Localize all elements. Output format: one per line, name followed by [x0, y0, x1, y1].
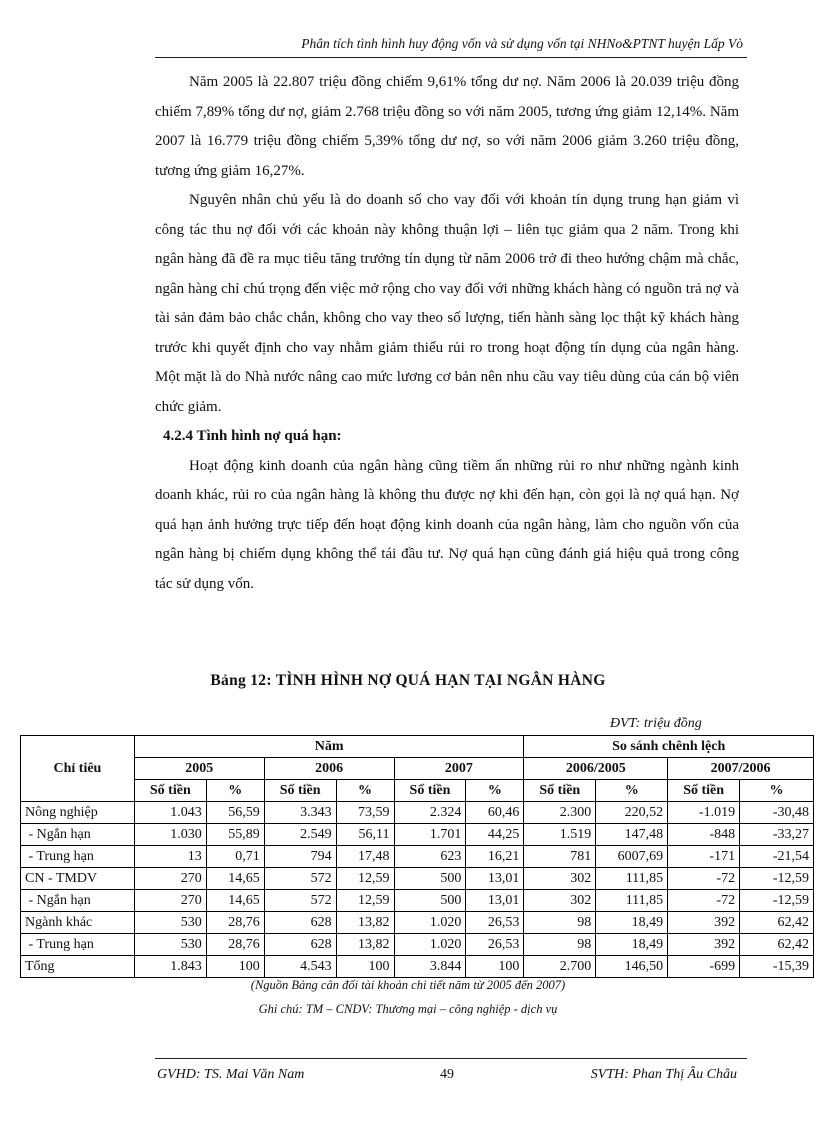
table-cell: 100: [466, 956, 524, 978]
overdue-debt-table: [20, 735, 814, 978]
row-label: Tổng: [21, 956, 135, 978]
header-year-2007: 2007: [394, 758, 524, 780]
table-cell: 1.701: [394, 824, 466, 846]
table-cell: 1.843: [134, 956, 206, 978]
table-cell: -699: [668, 956, 740, 978]
table-cell: 0,71: [206, 846, 264, 868]
table-cell: 628: [264, 912, 336, 934]
table-cell: 270: [134, 868, 206, 890]
table-cell: 18,49: [596, 934, 668, 956]
table-cell: 781: [524, 846, 596, 868]
table-cell: 530: [134, 934, 206, 956]
table-cell: 3.343: [264, 802, 336, 824]
table-row: [21, 934, 814, 956]
table-cell: 13,82: [336, 912, 394, 934]
header-chi-tieu: Chỉ tiêu: [21, 736, 135, 802]
table-row: [21, 890, 814, 912]
page-header: [155, 36, 747, 58]
table-cell: 1.020: [394, 934, 466, 956]
footer-advisor: GVHD: TS. Mai Văn Nam: [157, 1067, 305, 1082]
table-cell: -72: [668, 890, 740, 912]
table-cell: 392: [668, 934, 740, 956]
paragraph-3: Hoạt động kinh doanh của ngân hàng cũng tiềm ẩn những rủi ro như những ngành kinh doanh khác, rủi ro của ngân hàng là không thu được nợ khi đến hạn, còn gọi là nợ quá hạn. Nợ quá hạn ảnh hưởng trực tiếp đến hoạt động kinh doanh của ngân hàng, làm cho nguồn vốn của ngân hàng bị chiếm dụng không thể tái đầu tư. Nợ quá hạn cũng đánh giá hiệu quả trong công tác sử dụng vốn.: [155, 457, 739, 592]
header-nam: Năm: [134, 736, 523, 758]
row-label: Ngành khác: [21, 912, 135, 934]
table-cell: 13: [134, 846, 206, 868]
table-cell: 100: [206, 956, 264, 978]
unit-label: ĐVT: triệu đồng: [610, 716, 702, 731]
table-cell: 794: [264, 846, 336, 868]
table-cell: -33,27: [740, 824, 814, 846]
header-year-2006: 2006: [264, 758, 394, 780]
table-row: [21, 802, 814, 824]
table-cell: 1.030: [134, 824, 206, 846]
table-row: [21, 846, 814, 868]
table-cell: 500: [394, 868, 466, 890]
table-cell: 3.844: [394, 956, 466, 978]
table-cell: 100: [336, 956, 394, 978]
table-cell: 2.549: [264, 824, 336, 846]
table-cell: 44,25: [466, 824, 524, 846]
table-cell: -72: [668, 868, 740, 890]
table-cell: -30,48: [740, 802, 814, 824]
table-row: [21, 956, 814, 978]
row-label: - Ngắn hạn: [21, 890, 135, 912]
table-cell: 98: [524, 912, 596, 934]
table-cell: 500: [394, 890, 466, 912]
table-cell: 55,89: [206, 824, 264, 846]
table-cell: 60,46: [466, 802, 524, 824]
footer-student: SVTH: Phan Thị Âu Châu: [590, 1067, 737, 1082]
table-cell: 12,59: [336, 890, 394, 912]
header-title: Phân tích tình hình huy động vốn và sử dụng vốn tại NHNo&PTNT huyện Lấp Vò: [301, 36, 743, 51]
table-cell: 302: [524, 890, 596, 912]
table-row: [21, 868, 814, 890]
table-cell: 28,76: [206, 912, 264, 934]
body-text: [155, 68, 739, 599]
table-cell: 26,53: [466, 934, 524, 956]
subheader-pct: %: [596, 780, 668, 802]
table-cell: 98: [524, 934, 596, 956]
page-number: 49: [440, 1067, 454, 1082]
table-cell: -171: [668, 846, 740, 868]
table-cell: 572: [264, 868, 336, 890]
table-cell: 13,01: [466, 868, 524, 890]
subheader-amount: Số tiền: [394, 780, 466, 802]
table-cell: 56,11: [336, 824, 394, 846]
row-label: - Trung hạn: [21, 846, 135, 868]
table-cell: 270: [134, 890, 206, 912]
subheader-amount: Số tiền: [524, 780, 596, 802]
table-cell: 26,53: [466, 912, 524, 934]
table-row: [21, 912, 814, 934]
table-cell: -12,59: [740, 868, 814, 890]
table-cell: 1.043: [134, 802, 206, 824]
table-cell: 392: [668, 912, 740, 934]
table-cell: 62,42: [740, 934, 814, 956]
table-cell: 73,59: [336, 802, 394, 824]
header-so-sanh: So sánh chênh lệch: [524, 736, 814, 758]
table-cell: -1.019: [668, 802, 740, 824]
subheader-amount: Số tiền: [134, 780, 206, 802]
table-cell: 146,50: [596, 956, 668, 978]
table-cell: 572: [264, 890, 336, 912]
table-source: (Nguồn Bảng cân đối tài khoản chi tiết năm từ 2005 đến 2007): [250, 978, 566, 992]
subheader-pct: %: [336, 780, 394, 802]
table-cell: 18,49: [596, 912, 668, 934]
table-cell: 13,01: [466, 890, 524, 912]
table-body: [21, 802, 814, 978]
row-label: - Ngắn hạn: [21, 824, 135, 846]
table-cell: 13,82: [336, 934, 394, 956]
table-cell: -848: [668, 824, 740, 846]
table-cell: 56,59: [206, 802, 264, 824]
table-cell: 111,85: [596, 890, 668, 912]
subheader-amount: Số tiền: [668, 780, 740, 802]
table-cell: 62,42: [740, 912, 814, 934]
table-cell: 2.324: [394, 802, 466, 824]
table-cell: 4.543: [264, 956, 336, 978]
table-cell: 2.300: [524, 802, 596, 824]
section-heading: 4.2.4 Tình hình nợ quá hạn:: [163, 428, 342, 444]
table-note: Ghi chú: TM – CNDV: Thương mại – công nghiệp - dịch vụ: [258, 1002, 558, 1016]
table-row: [21, 824, 814, 846]
page-footer: [155, 1058, 747, 1089]
table-cell: -15,39: [740, 956, 814, 978]
table-cell: 302: [524, 868, 596, 890]
subheader-pct: %: [740, 780, 814, 802]
row-label: CN - TMDV: [21, 868, 135, 890]
table-cell: 628: [264, 934, 336, 956]
table-cell: 2.700: [524, 956, 596, 978]
table-cell: 6007,69: [596, 846, 668, 868]
table-cell: 1.519: [524, 824, 596, 846]
row-label: Nông nghiệp: [21, 802, 135, 824]
table-cell: 16,21: [466, 846, 524, 868]
header-year-2005: 2005: [134, 758, 264, 780]
subheader-amount: Số tiền: [264, 780, 336, 802]
table-cell: 28,76: [206, 934, 264, 956]
table-cell: 147,48: [596, 824, 668, 846]
subheader-pct: %: [466, 780, 524, 802]
table-cell: 14,65: [206, 890, 264, 912]
row-label: - Trung hạn: [21, 934, 135, 956]
table-caption: Bảng 12: TÌNH HÌNH NỢ QUÁ HẠN TẠI NGÂN HÀNG: [210, 672, 606, 689]
table-cell: 530: [134, 912, 206, 934]
table-cell: -21,54: [740, 846, 814, 868]
table-cell: 623: [394, 846, 466, 868]
table-cell: 1.020: [394, 912, 466, 934]
table-cell: 17,48: [336, 846, 394, 868]
paragraph-2: Nguyên nhân chủ yếu là do doanh số cho vay đối với khoản tín dụng trung hạn giảm vì công tác thu nợ đối với các khoản này không thuận lợi – liên tục giảm qua 2 năm. Trong khi ngân hàng đã đề ra mục tiêu tăng trưởng tín dụng từ năm 2006 trở đi theo hướng chậm mà chắc, ngân hàng chỉ chú trọng đến việc mở rộng cho vay đối với những khách hàng có nguồn trả nợ và tài sản đảm bảo chắc chắn, không cho vay theo số lượng, tiến hành sàng lọc thật kỹ khách hàng trước khi quyết định cho vay nhằm giảm thiểu rủi ro trong hoạt động tín dụng của ngân hàng. Một mặt là do Nhà nước nâng cao mức lương cơ bản nên nhu cầu vay tiêu dùng của cán bộ viên chức giảm.: [155, 192, 739, 415]
table-cell: 12,59: [336, 868, 394, 890]
header-compare-2007-2006: 2007/2006: [668, 758, 814, 780]
table-cell: 220,52: [596, 802, 668, 824]
subheader-pct: %: [206, 780, 264, 802]
table-cell: 14,65: [206, 868, 264, 890]
table-cell: 111,85: [596, 868, 668, 890]
paragraph-1: Năm 2005 là 22.807 triệu đồng chiếm 9,61% tổng dư nợ. Năm 2006 là 20.039 triệu đồng chiếm 7,89% tổng dư nợ, giảm 2.768 triệu đồng so với năm 2005, tương ứng giảm 12,14%. Năm 2007 là 16.779 triệu đồng chiếm 5,39% tổng dư nợ, so với năm 2006 giảm 3.260 triệu đồng, tương ứng giảm 16,27%.: [155, 74, 739, 179]
header-compare-2006-2005: 2006/2005: [524, 758, 668, 780]
table-cell: -12,59: [740, 890, 814, 912]
